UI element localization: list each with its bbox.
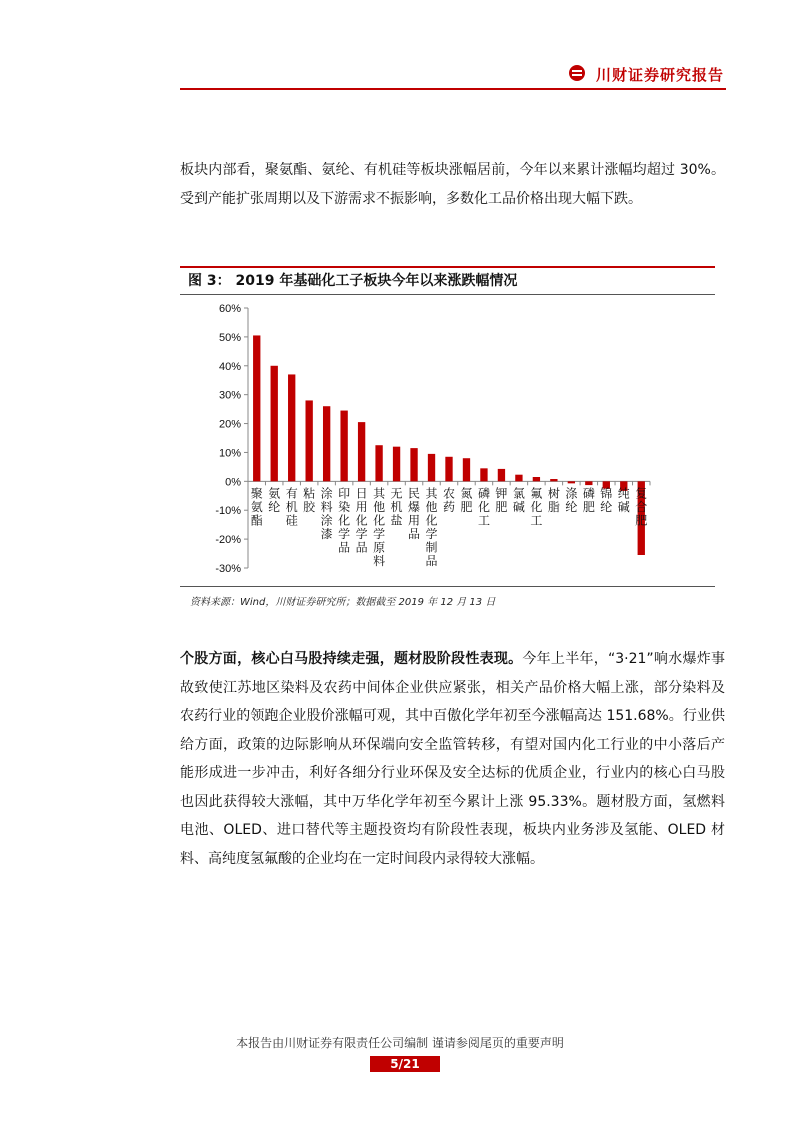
header-rule [180, 88, 726, 90]
paragraph-2 [180, 645, 725, 873]
x-tick-label: 其他化学原料 [373, 486, 386, 568]
y-tick-label: 40% [218, 360, 241, 373]
figure-title: 图 3： 2019 年基础化工子板块今年以来涨跌幅情况 [188, 273, 518, 289]
x-tick-label: 无机盐 [390, 486, 403, 528]
paragraph-1: 板块内部看，聚氨酯、氨纶、有机硅等板块涨幅居前，今年以来累计涨幅均超过 30%。受到产能扩张周期以及下游需求不振影响，多数化工品价格出现大幅下跌。 [180, 162, 725, 207]
bar [358, 422, 365, 481]
figure-top-rule [180, 266, 715, 268]
bar [498, 469, 505, 481]
y-tick-label: 30% [218, 389, 241, 402]
x-tick-label: 农药 [442, 486, 456, 514]
paragraph-2-body: 今年上半年，“3·21”响水爆炸事故致使江苏地区染料及农药中间体企业供应紧张，相关产品价格大幅上涨，部分染料及农药行业的领跑企业股价涨幅可观，其中百傲化学年初至今涨幅高达 151.68%。行业供给方面，政策的边际影响从环保端向安全监管转移，有望对国内化工行业的中小落后产能形成进一步冲击，利好各细分行业环保及安全达标的优质企业，行业内的核心白马股也因此获得较大涨幅，其中万华化学年初至今累计上涨 95.33%。题材股方面，氢燃料电池、OLED、进口替代等主题投资均有阶段性表现，板块内业务涉及氢能、OLED 材料、高纯度氢氟酸的企业均在一定时间段内录得较大涨幅。 [180, 651, 725, 867]
bar [340, 411, 347, 482]
bar [375, 445, 382, 481]
x-tick-label: 树脂 [547, 486, 560, 514]
bar [463, 458, 470, 481]
bar [253, 335, 260, 481]
bar [410, 448, 417, 481]
bar [445, 457, 452, 482]
x-tick-label: 印染化学品 [338, 486, 351, 555]
x-tick-label: 氨纶 [268, 486, 281, 514]
y-tick-label: 60% [218, 303, 241, 315]
page-number: 5/21 [370, 1056, 440, 1072]
x-tick-label: 涤纶 [565, 486, 578, 514]
x-tick-label: 钾肥 [495, 486, 508, 514]
footer-disclaimer: 本报告由川财证券有限责任公司编制 谨请参阅尾页的重要声明 [236, 1036, 564, 1050]
bar [393, 447, 400, 482]
x-tick-label: 日用化学品 [355, 486, 368, 555]
bar [271, 366, 278, 482]
bar [515, 475, 522, 482]
x-tick-label: 其他化学制品 [425, 486, 438, 568]
bar [585, 481, 592, 485]
header-title: 川财证券研究报告 [595, 66, 724, 84]
x-tick-label: 粘胶 [303, 486, 316, 514]
paragraph-2-lead: 个股方面，核心白马股持续走强，题材股阶段性表现。 [180, 651, 523, 667]
figure-bottom-rule [180, 586, 715, 587]
bar [323, 406, 330, 481]
company-logo-icon [568, 64, 586, 82]
y-tick-label: -10% [215, 505, 241, 518]
x-tick-label: 聚氨酯 [250, 486, 263, 528]
y-tick-label: -30% [215, 563, 241, 575]
x-tick-label: 复合肥 [635, 486, 648, 528]
bar [288, 374, 295, 481]
y-tick-label: 20% [218, 418, 241, 431]
x-tick-label: 氮肥 [460, 486, 473, 514]
x-tick-label: 磷肥 [582, 486, 595, 514]
y-tick-label: -20% [215, 534, 241, 547]
x-tick-label: 纯碱 [617, 486, 630, 514]
bar [550, 479, 557, 481]
y-tick-label: 10% [218, 447, 241, 460]
bar [428, 454, 435, 481]
bar [568, 481, 575, 483]
x-tick-label: 民爆用品 [408, 486, 421, 541]
x-tick-label: 涂料涂漆 [320, 486, 333, 541]
bar [480, 468, 487, 481]
bar [306, 400, 313, 481]
x-tick-label: 氟化工 [530, 486, 543, 528]
x-tick-label: 磷化工 [477, 486, 490, 528]
figure-title-rule [180, 294, 715, 295]
y-tick-label: 50% [218, 331, 241, 344]
x-tick-label: 有机硅 [285, 486, 298, 528]
x-tick-label: 锦纶 [600, 486, 613, 514]
bar [533, 477, 540, 481]
x-tick-label: 氯碱 [512, 486, 525, 514]
bar-chart [180, 296, 715, 584]
y-tick-label: 0% [225, 476, 241, 489]
figure-source: 资料来源：Wind，川财证券研究所；数据截至 2019 年 12 月 13 日 [190, 597, 496, 608]
